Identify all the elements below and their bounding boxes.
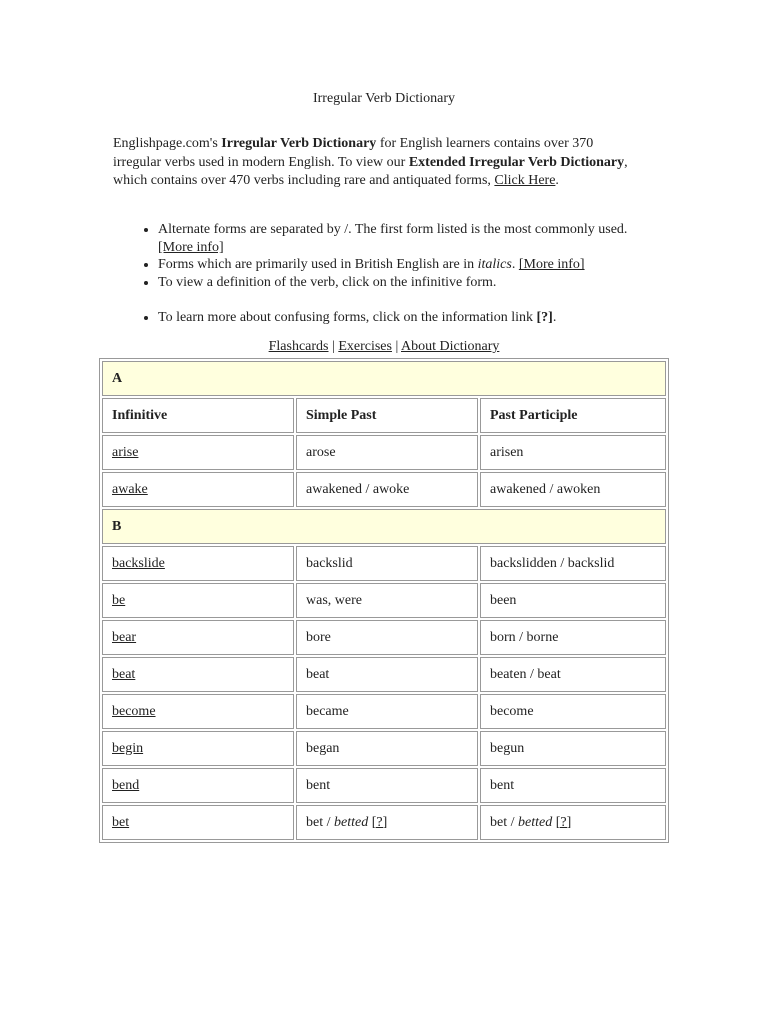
note-italic: italics bbox=[477, 257, 512, 273]
click-here-link[interactable]: Click Here bbox=[494, 173, 556, 188]
past-participle-cell bbox=[480, 805, 666, 840]
intro-text: Englishpage.com's bbox=[113, 136, 222, 151]
infinitive-link[interactable]: bend bbox=[112, 777, 140, 793]
past-participle-cell: awakened / awoken bbox=[480, 472, 666, 507]
flashcards-link[interactable]: Flashcards bbox=[268, 339, 329, 354]
infinitive-cell bbox=[102, 731, 294, 766]
table-row bbox=[102, 472, 666, 507]
british-form-text: betted bbox=[518, 814, 553, 830]
column-header-infinitive: Infinitive bbox=[102, 398, 294, 433]
infinitive-cell bbox=[102, 657, 294, 692]
info-link[interactable]: [?] bbox=[555, 814, 572, 830]
table-row bbox=[102, 768, 666, 803]
past-participle-cell: backslidden / backslid bbox=[480, 546, 666, 581]
infinitive-cell bbox=[102, 546, 294, 581]
intro-bold-extended: Extended Irregular Verb Dictionary bbox=[408, 154, 625, 170]
page-title: Irregular Verb Dictionary bbox=[312, 91, 456, 106]
section-row bbox=[102, 361, 666, 396]
section-letter: B bbox=[102, 509, 666, 544]
past-participle-cell: bent bbox=[480, 768, 666, 803]
about-dictionary-link[interactable]: About Dictionary bbox=[401, 339, 500, 354]
intro-text: . bbox=[555, 173, 559, 188]
table-row bbox=[102, 546, 666, 581]
past-participle-cell: become bbox=[480, 694, 666, 729]
infinitive-link[interactable]: beat bbox=[112, 666, 136, 682]
infinitive-cell bbox=[102, 435, 294, 470]
note-item bbox=[158, 256, 643, 274]
table-row bbox=[102, 435, 666, 470]
nav-separator: | bbox=[391, 339, 401, 354]
simple-past-cell: bent bbox=[296, 768, 478, 803]
intro-paragraph bbox=[113, 135, 643, 191]
table-row bbox=[102, 657, 666, 692]
note-text: Forms which are primarily used in British English are in bbox=[158, 257, 478, 273]
note-text: To learn more about confusing forms, click on the information link bbox=[158, 310, 537, 325]
note-text: . bbox=[511, 257, 519, 273]
table-row bbox=[102, 620, 666, 655]
notes-list bbox=[113, 309, 643, 327]
table-row bbox=[102, 805, 666, 840]
simple-past-cell: beat bbox=[296, 657, 478, 692]
note-text: . bbox=[552, 310, 557, 325]
past-main-text: bet / bbox=[306, 814, 334, 830]
info-link-symbol: [?] bbox=[536, 310, 553, 325]
verb-table bbox=[99, 358, 669, 843]
section-row bbox=[102, 509, 666, 544]
simple-past-cell: bore bbox=[296, 620, 478, 655]
section-letter: A bbox=[102, 361, 666, 396]
infinitive-cell bbox=[102, 768, 294, 803]
infinitive-cell bbox=[102, 472, 294, 507]
infinitive-link[interactable]: bear bbox=[112, 629, 137, 645]
simple-past-cell: was, were bbox=[296, 583, 478, 618]
simple-past-cell bbox=[296, 805, 478, 840]
header-row bbox=[102, 398, 666, 433]
note-item bbox=[158, 274, 643, 292]
infinitive-cell bbox=[102, 694, 294, 729]
infinitive-cell bbox=[102, 620, 294, 655]
note-text: Alternate forms are separated by /. The first form listed is the most commonly used. bbox=[158, 222, 628, 237]
infinitive-link[interactable]: backslide bbox=[112, 555, 165, 571]
infinitive-link[interactable]: bet bbox=[112, 814, 130, 830]
nav-separator: | bbox=[328, 339, 339, 354]
notes-list bbox=[113, 221, 643, 292]
participle-main-text: bet / bbox=[490, 814, 518, 830]
past-participle-cell: beaten / beat bbox=[480, 657, 666, 692]
past-participle-cell: been bbox=[480, 583, 666, 618]
simple-past-cell: awakened / awoke bbox=[296, 472, 478, 507]
intro-text: for English learners contains over 370 irregular verbs used in modern English. To view our bbox=[113, 136, 594, 170]
more-info-link[interactable]: [More info] bbox=[158, 239, 224, 255]
simple-past-cell: became bbox=[296, 694, 478, 729]
past-participle-cell: begun bbox=[480, 731, 666, 766]
infinitive-link[interactable]: be bbox=[112, 592, 126, 608]
simple-past-cell: began bbox=[296, 731, 478, 766]
note-item bbox=[158, 221, 643, 256]
simple-past-cell: backslid bbox=[296, 546, 478, 581]
nav-links bbox=[0, 339, 768, 355]
intro-text: , which contains over 470 verbs including rare and antiquated forms, bbox=[113, 154, 628, 188]
past-participle-cell: arisen bbox=[480, 435, 666, 470]
table-row bbox=[102, 583, 666, 618]
infinitive-link[interactable]: begin bbox=[112, 740, 144, 756]
infinitive-link[interactable]: become bbox=[112, 703, 156, 719]
simple-past-cell: arose bbox=[296, 435, 478, 470]
table-row bbox=[102, 731, 666, 766]
more-info-link[interactable]: [More info] bbox=[518, 257, 585, 273]
exercises-link[interactable]: Exercises bbox=[338, 339, 392, 354]
note-text: To view a definition of the verb, click on the infinitive form. bbox=[158, 275, 497, 291]
infinitive-link[interactable]: arise bbox=[112, 444, 139, 460]
past-participle-cell: born / borne bbox=[480, 620, 666, 655]
table-row bbox=[102, 694, 666, 729]
infinitive-link[interactable]: awake bbox=[112, 481, 148, 497]
note-item bbox=[158, 309, 643, 327]
intro-bold-dictionary: Irregular Verb Dictionary bbox=[221, 136, 377, 151]
infinitive-cell bbox=[102, 583, 294, 618]
column-header-past-participle: Past Participle bbox=[480, 398, 666, 433]
info-link[interactable]: [?] bbox=[371, 814, 388, 830]
column-header-simple-past: Simple Past bbox=[296, 398, 478, 433]
british-form-text: betted bbox=[334, 814, 369, 830]
infinitive-cell bbox=[102, 805, 294, 840]
